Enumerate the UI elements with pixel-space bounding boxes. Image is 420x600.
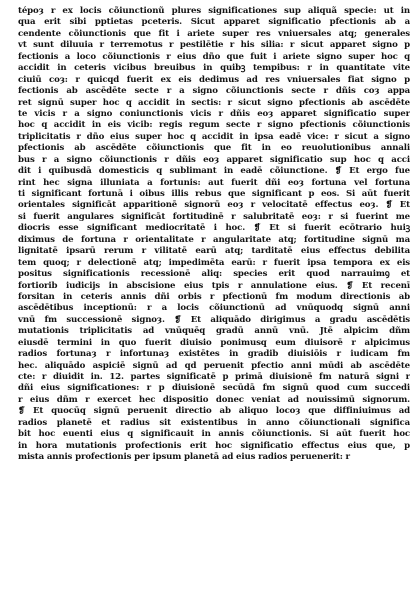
text-line: radios planetē et radius sit existentibus in anno cõiunctionali significa xyxy=(18,417,410,428)
text-line: ascēdētibus inceptionū: r a locis cõiunctionū ad vnūquodq signū anni xyxy=(18,303,410,314)
text-line: bus r a signo cõiunctionis r dñis eoȝ apparet significatio sup hoc q acci xyxy=(18,154,410,165)
text-line: diocris esse significant mediocritatē i hoc. ❡ Et si fuerit ecōtrario huiꝫ xyxy=(18,223,410,234)
text-line: lignitatē ipsarū rerum r vilitatē earū atq; tarditatē eius effectus debilita xyxy=(18,246,410,257)
text-line: dit i quibusdā domesticis q sublimant in eadē cõiunctione. ❡ Et ergo fue xyxy=(18,166,410,177)
text-line: pfectionis ab ascēdēte cõiunctionis que fit in eo reuolutionibus annali xyxy=(18,143,410,154)
text-line: orientales significāt apparitionē signorū eoȝ r velocitatē effectus eoȝ. ❡ Et xyxy=(18,200,410,211)
text-line: ciuiū coȝ: r quicqd fuerit ex eis dedimus ad res vniuersales fiat signo p xyxy=(18,74,410,85)
text-line: cte: r diuidit in. 12. partes significatē p primā diuisionē fm naturā signi r xyxy=(18,372,410,382)
text-line: diximus de fortuna r orientalitate r angularitate atq; fortitudine signū ma xyxy=(18,234,410,245)
text-line: vnū fm successionē signoȝ. ❡ Et aliquādo dirigimus a gradu ascēdētis xyxy=(18,314,410,325)
text-line: hec. aliquādo aspiciē signū ad qd peruenit pfectio anni mūdi ab ascēdēte xyxy=(18,360,410,371)
text-line: fectionis ab ascēdēte secte r a signo cõiunctionis secte r dñis coȝ appa xyxy=(18,86,410,97)
text-line: ti significant fortunā i oibus illis rebus que significant p eos. Si aūt fuerit xyxy=(18,189,410,199)
text-line: bit hoc euenti eius q significauit in annis cõiunctionis. Si aūt fuerit hoc xyxy=(18,429,410,440)
text-line: qua erit sibi pptietas pceteris. Sicut apparet significatio pfectionis ab a xyxy=(18,17,410,28)
text-line: mista annis profectionis per ipsum planetā ad eius radios peruenerit: r xyxy=(18,452,350,463)
text-line: cendente cõiunctionis que fit i ariete super res vniuersales atq; generales xyxy=(18,28,410,39)
text-line: accidit in ceteris vicibus breuibus in quibꝫ tempibus: r in quantitate vite xyxy=(18,63,410,74)
text-line: vt sunt diluuia r terremotus r pestilētie r his silia: r sicut apparet signo p xyxy=(18,40,410,51)
text-line: te vicis r a signo coniunctionis vicis r dñis eoȝ apparet significatio super xyxy=(18,108,410,119)
text-line: triplicitatis r dño eius super hoc q accidit in ipsa eadē vice: r sicut a signo xyxy=(18,131,410,142)
text-line: mutationis triplicitatis ad vnūquēq gradū annū vnū. Jtē alpicim dñm xyxy=(18,326,410,337)
text-line: fortiorib iudicijs in abscisione eius tpis r annulatione eius. ❡ Et recenī xyxy=(18,280,410,291)
text-line: radios fortunaȝ r infortunaȝ existētes in gradib diuisiōis r iudicam fm xyxy=(18,349,410,360)
text-line: hoc q accidit in eis vicib: regis regum secte r signo pfectionis cõiunctionis xyxy=(18,120,410,131)
text-line: si fuerit angulares significāt fortitudinē r salubritatē eoȝ: r si fuerint me xyxy=(18,211,410,222)
text-line: ❡ Et quocūq signū peruenit directio ab aliquo locoȝ que diffiniuimus ad xyxy=(18,406,410,417)
text-line: in hora mutationis profectionis erit hoc significatio effectus eius que, p xyxy=(18,440,410,451)
text-line: tem quoq; r delectionē atq; impedimēta earū: r fuerit ipsa tempora ex eis xyxy=(18,257,410,268)
text-line: rint hec signa illuniata a fortunis: aut fuerit dñi eoȝ fortuna vel fortuna xyxy=(18,177,410,188)
text-line: positus significationis recessionē aliq: species erit quod narrauimꝯ et xyxy=(18,269,410,280)
text-line: dñi eius significationes: r p diuisionē secūdā fm signū quod cum succedi xyxy=(18,383,410,394)
text-line: r eius dñm r exercet hec dispositio donec veniat ad nouissimū signorum. xyxy=(18,394,410,405)
text-line: forsitan in ceteris annis dñi orbis r pfectionū fm modum directionis ab xyxy=(18,291,410,302)
text-line: fectionis a loco cõiunctionis r eius dño que fuit i ariete signo super hoc q xyxy=(18,51,410,62)
latin-text-block xyxy=(18,6,410,464)
text-line: eiusdē termini in quo fuerit diuisio ponimusq eum diuisorē r alpicimus xyxy=(18,337,410,348)
text-line: tépoȝ r ex locis cõiunctionũ plures significationes sup aliquã specie: ut in xyxy=(18,6,410,16)
text-line: ret signū super hoc q accidit in sectis: r sicut signo pfectionis ab ascēdēte xyxy=(18,97,410,108)
